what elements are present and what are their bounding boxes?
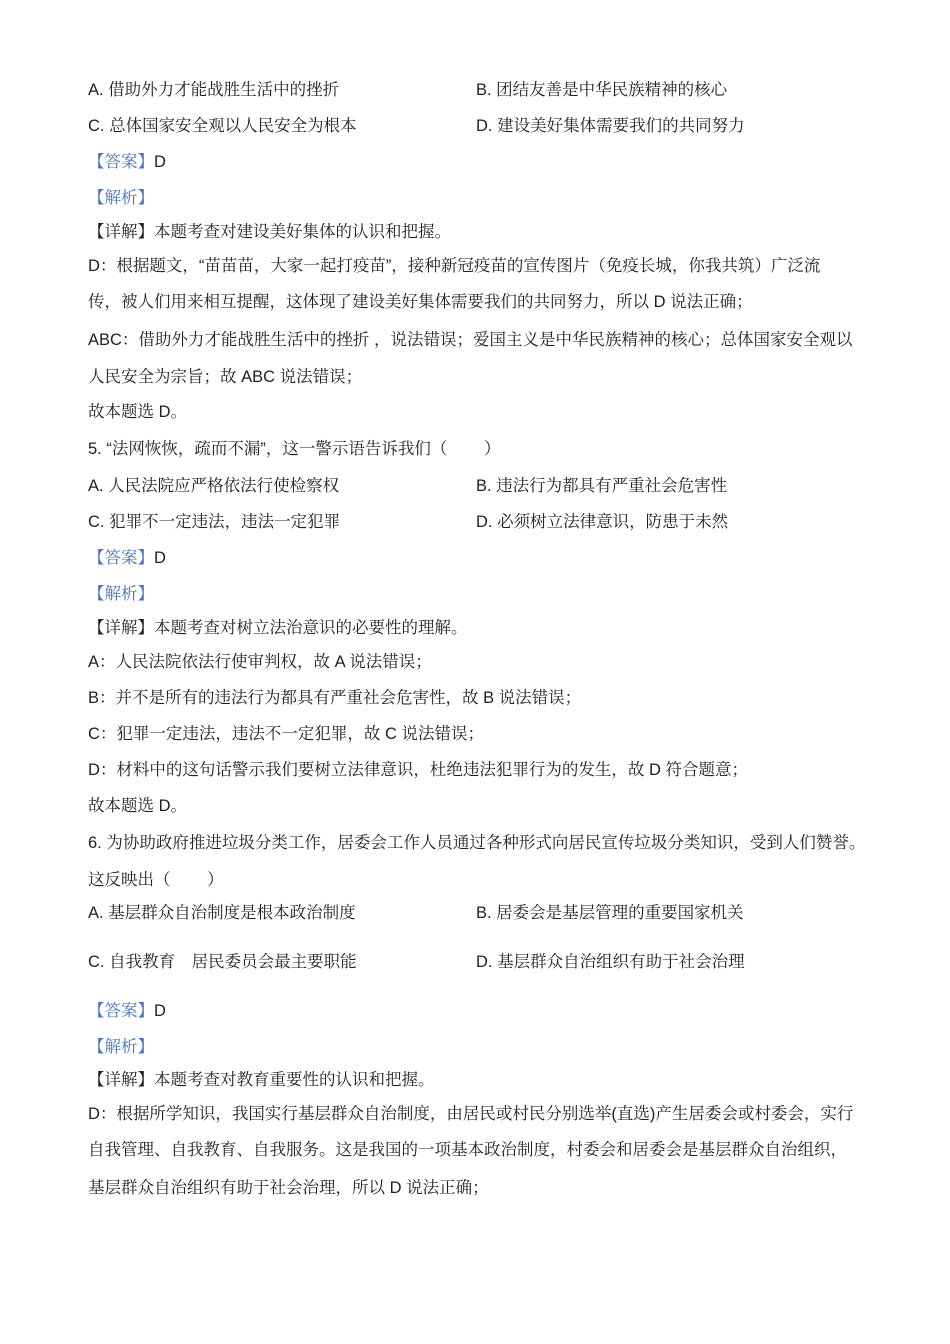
q4-option-b: B. 团结友善是中华民族精神的核心 — [476, 81, 728, 99]
detail-line: B：并不是所有的违法行为都具有严重社会危害性，故 B 说法错误； — [88, 689, 582, 707]
question-stem: 5. “法网恢恢，疏而不漏”，这一警示语告诉我们（ ） — [88, 440, 501, 458]
q4-options-row-ab — [0, 78, 950, 102]
q4-option-c: C. 总体国家安全观以人民安全为根本 — [88, 117, 357, 135]
q6-detail-row — [0, 1138, 950, 1162]
conclusion-line: 故本题选 D。 — [88, 403, 187, 421]
q5-option-d: D. 必须树立法律意识，防患于未然 — [476, 513, 729, 531]
q6-detail-row — [0, 1102, 950, 1126]
q6-detail — [88, 1068, 435, 1092]
q6-answer — [88, 999, 166, 1023]
detail-label: 【详解】 — [88, 223, 154, 241]
q4-detail-row — [0, 365, 950, 389]
q6-answer-row — [0, 999, 950, 1023]
q5-detail-row — [0, 758, 950, 782]
q5-detail — [88, 616, 468, 640]
q6-detail-row — [0, 1176, 950, 1200]
q4-answer — [88, 150, 166, 174]
analysis-label: 【解析】 — [88, 189, 154, 207]
q5-option-b: B. 违法行为都具有严重社会危害性 — [476, 477, 728, 495]
q5-option-c: C. 犯罪不一定违法，违法一定犯罪 — [88, 513, 341, 531]
answer-value: D — [154, 153, 166, 171]
q6-options-row-cd — [0, 950, 950, 974]
analysis-label: 【解析】 — [88, 1038, 154, 1056]
q5-detail-row — [0, 722, 950, 746]
q6-stem-row — [0, 831, 950, 855]
q5-options-row-cd — [0, 510, 950, 534]
q6-option-a: A. 基层群众自治制度是根本政治制度 — [88, 904, 356, 922]
detail-line: D：根据所学知识，我国实行基层群众自治制度，由居民或村民分别选举(直选)产生居委会或村委会，实行 — [88, 1105, 854, 1123]
detail-line: 自我管理、自我教育、自我服务。这是我国的一项基本政治制度，村委会和居委会是基层群众自治组织， — [88, 1141, 847, 1159]
detail-line: ABC：借助外力才能战胜生活中的挫折 ，说法错误；爱国主义是中华民族精神的核心；总体国家安全观以 — [88, 331, 853, 349]
q4-option-a: A. 借助外力才能战胜生活中的挫折 — [88, 81, 340, 99]
detail-line: 基层群众自治组织有助于社会治理，所以 D 说法正确； — [88, 1179, 489, 1197]
q4-detail — [88, 220, 451, 244]
q4-detail-row — [0, 328, 950, 352]
detail-line: 传，被人们用来相互提醒，这体现了建设美好集体需要我们的共同努力，所以 D 说法正确； — [88, 293, 753, 311]
detail-label: 【详解】 — [88, 619, 154, 637]
q5-answer — [88, 546, 166, 570]
detail-line: 本题考查对教育重要性的认识和把握。 — [154, 1071, 435, 1089]
q6-detail-row — [0, 1068, 950, 1092]
q6-analysis-row — [0, 1035, 950, 1059]
answer-value: D — [154, 549, 166, 567]
q4-conclusion-row — [0, 400, 950, 424]
detail-label: 【详解】 — [88, 1071, 154, 1089]
q5-detail-row — [0, 616, 950, 640]
q4-detail-row — [0, 290, 950, 314]
q4-detail-row — [0, 254, 950, 278]
answer-value: D — [154, 1002, 166, 1020]
answer-label: 【答案】 — [88, 549, 154, 567]
answer-label: 【答案】 — [88, 153, 154, 171]
q6-option-d: D. 基层群众自治组织有助于社会治理 — [476, 953, 745, 971]
q5-answer-row — [0, 546, 950, 570]
q5-option-a: A. 人民法院应严格依法行使检察权 — [88, 477, 340, 495]
q4-options-row-cd — [0, 114, 950, 138]
q6-option-b: B. 居委会是基层管理的重要国家机关 — [476, 904, 744, 922]
q6-stem-row — [0, 868, 950, 892]
q6-option-c: C. 自我教育 居民委员会最主要职能 — [88, 953, 357, 971]
q4-option-d: D. 建设美好集体需要我们的共同努力 — [476, 117, 745, 135]
detail-line: A：人民法院依法行使审判权，故 A 说法错误； — [88, 653, 432, 671]
detail-line: D：根据题文，“苗苗苗，大家一起打疫苗”，接种新冠疫苗的宣传图片（免疫长城，你我共筑）广泛流 — [88, 257, 821, 275]
q4-analysis-row — [0, 186, 950, 210]
q5-detail-row — [0, 686, 950, 710]
q5-options-row-ab — [0, 474, 950, 498]
q4-detail-row — [0, 220, 950, 244]
detail-line: C：犯罪一定违法，违法不一定犯罪，故 C 说法错误； — [88, 725, 484, 743]
analysis-label: 【解析】 — [88, 585, 154, 603]
answer-label: 【答案】 — [88, 1002, 154, 1020]
question-stem: 6. 为协助政府推进垃圾分类工作，居委会工作人员通过各种形式向居民宣传垃圾分类知识，受到人们赞誉。 — [88, 834, 866, 852]
detail-line: 人民安全为宗旨；故 ABC 说法错误； — [88, 368, 363, 386]
conclusion-line: 故本题选 D。 — [88, 797, 187, 815]
q5-stem-row — [0, 437, 950, 461]
q5-conclusion-row — [0, 794, 950, 818]
q5-analysis-row — [0, 582, 950, 606]
q5-detail-row — [0, 650, 950, 674]
q4-answer-row — [0, 150, 950, 174]
detail-line: 本题考查对树立法治意识的必要性的理解。 — [154, 619, 468, 637]
detail-line: 本题考查对建设美好集体的认识和把握。 — [154, 223, 451, 241]
detail-line: D：材料中的这句话警示我们要树立法律意识，杜绝违法犯罪行为的发生，故 D 符合题意； — [88, 761, 748, 779]
question-stem: 这反映出（ ） — [88, 871, 224, 889]
q6-options-row-ab — [0, 901, 950, 925]
